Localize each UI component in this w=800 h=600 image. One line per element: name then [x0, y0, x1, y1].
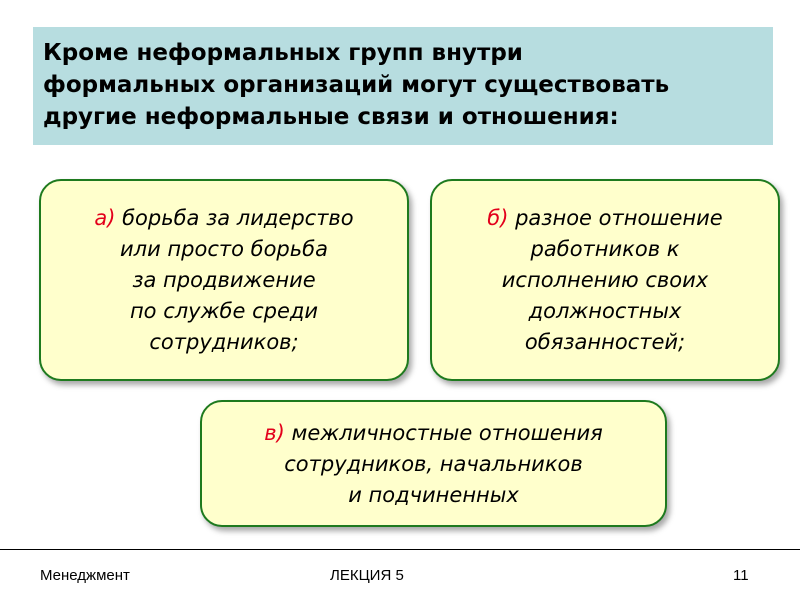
footer-page-number: 11: [733, 567, 749, 584]
card-b-line-2: работников к: [530, 237, 680, 261]
card-b-line-5: обязанностей;: [524, 330, 686, 354]
card-a-line-4: по службе среди: [129, 299, 319, 323]
card-b-line-1: [432, 203, 778, 234]
card-a-line-2: или просто борьба: [120, 237, 328, 261]
card-c: [200, 400, 667, 527]
card-b-line-3: исполнению своих: [501, 268, 709, 292]
title-line-1: Кроме неформальных групп внутри: [43, 40, 523, 66]
footer-lecture: ЛЕКЦИЯ 5: [330, 567, 404, 584]
card-c-line-1: [202, 418, 665, 449]
card-a-line-1-text: борьба за лидерство: [122, 206, 354, 230]
card-a-line-1: [41, 203, 407, 234]
card-b-line-1-text: разное отношение: [515, 206, 723, 230]
card-c-line-3: и подчиненных: [348, 483, 519, 507]
card-b-prefix: б): [487, 206, 509, 230]
card-a: [39, 179, 409, 381]
card-c-prefix: в): [264, 421, 285, 445]
card-a-line-3: за продвижение: [132, 268, 316, 292]
slide-title: [33, 27, 773, 145]
footer-course: Менеджмент: [40, 567, 130, 584]
card-b-line-4: должностных: [528, 299, 682, 323]
card-c-line-2: сотрудников, начальников: [284, 452, 583, 476]
footer-divider: [0, 549, 800, 550]
title-line-2: формальных организаций могут существовать: [43, 72, 670, 98]
card-a-line-5: сотрудников;: [149, 330, 299, 354]
card-a-prefix: а): [94, 206, 116, 230]
card-c-line-1-text: межличностные отношения: [291, 421, 603, 445]
card-b: [430, 179, 780, 381]
title-line-3: другие неформальные связи и отношения:: [43, 104, 619, 130]
